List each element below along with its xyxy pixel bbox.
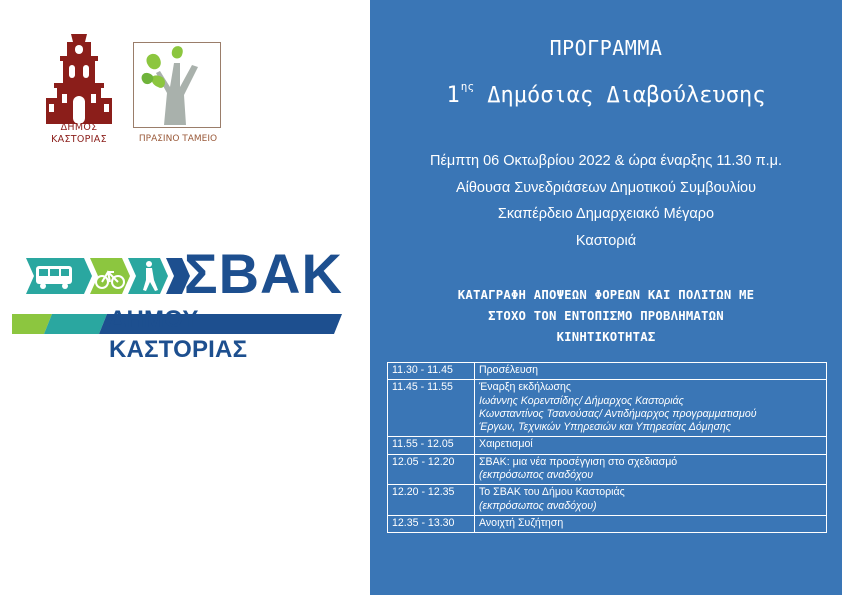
dimos-logo-line2: ΚΑΣΤΟΡΙΑΣ — [51, 134, 107, 145]
event-info — [370, 148, 842, 254]
schedule-time: 11.55 - 12.05 — [388, 437, 475, 454]
prasino-tameio-logo — [133, 42, 223, 147]
dimos-logo-line1: ΔΗΜΟΣ — [60, 122, 98, 133]
table-row — [388, 485, 827, 516]
table-row — [388, 363, 827, 380]
table-row — [388, 380, 827, 437]
subtitle-number: 1 — [446, 83, 460, 108]
event-building-line: Σκαπέρδειο Δημαρχειακό Μέγαρο — [497, 206, 715, 222]
schedule-item — [475, 437, 827, 454]
dimos-kastorias-logo — [38, 32, 120, 147]
program-subtitle — [370, 80, 842, 108]
schedule-table — [387, 362, 827, 533]
schedule-item-title: Το ΣΒΑΚ του Δήμου Καστοριάς — [479, 486, 625, 499]
schedule-item-title: Ανοιχτή Συζήτηση — [479, 516, 564, 529]
schedule-item-note: Έργων, Τεχνικών Υπηρεσιών και Υπηρεσίας Δόμησης — [479, 421, 731, 434]
schedule-item-title: Προσέλευση — [479, 364, 539, 376]
event-date-line: Πέμπτη 06 Οκτωβρίου 2022 & ώρα έναρξης 11.30 π.μ. — [429, 153, 782, 169]
schedule-item — [475, 454, 827, 485]
schedule-time: 12.35 - 13.30 — [388, 515, 475, 532]
table-row — [388, 454, 827, 485]
schedule-time: 11.45 - 11.55 — [388, 380, 475, 437]
subtitle-text: Δημόσιας Διαβούλευσης — [474, 83, 766, 108]
schedule-time: 12.20 - 12.35 — [388, 485, 475, 516]
schedule-time: 11.30 - 11.45 — [388, 363, 475, 380]
schedule-item — [475, 380, 827, 437]
program-heading — [398, 285, 814, 348]
heading-line: ΣΤΟΧΟ ΤΟΝ ΕΝΤΟΠΙΣΜΟ ΠΡΟΒΛΗΜΑΤΩΝ — [488, 309, 724, 323]
schedule-item-note: Κωνσταντίνος Τσανούσας/ Αντιδήμαρχος προγραμματισμού — [479, 407, 757, 420]
schedule-item — [475, 363, 827, 380]
left-panel — [0, 0, 370, 595]
tameio-logo-text: ΠΡΑΣΙΝΟ ΤΑΜΕΙΟ — [138, 134, 218, 144]
sbak-logo-big-text: ΣΒΑΚ — [184, 242, 343, 305]
schedule-time: 12.05 - 12.20 — [388, 454, 475, 485]
program-panel — [370, 0, 842, 595]
schedule-item — [475, 515, 827, 532]
schedule-item-title: ΣΒΑΚ: μια νέα προσέγγιση στο σχεδιασμό — [479, 455, 678, 468]
subtitle-superscript: ης — [460, 80, 475, 93]
table-row — [388, 515, 827, 532]
tameio-logo-frame — [133, 42, 221, 128]
church-tower-icon — [38, 32, 120, 127]
program-title: ΠΡΟΓΡΑΜΜΑ — [549, 36, 663, 60]
sbak-logo-small-text: ΔΗΜΟΥ ΚΑΣΤΟΡΙΑΣ — [109, 306, 248, 363]
table-row — [388, 437, 827, 454]
schedule-item — [475, 485, 827, 516]
event-city-line: Καστοριά — [575, 232, 637, 249]
schedule-item-title: Χαιρετισμοί — [479, 438, 533, 451]
schedule-item-note: (εκπρόσωπος αναδόχου — [479, 469, 594, 482]
event-venue-line: Αίθουσα Συνεδριάσεων Δημοτικού Συμβουλίου — [455, 179, 757, 196]
schedule-item-title: Έναρξη εκδήλωσης — [479, 381, 571, 394]
tree-icon — [134, 43, 220, 127]
schedule-item-note: Ιωάννης Κορεντσίδης/ Δήμαρχος Καστοριάς — [479, 394, 684, 407]
sbak-logo — [12, 242, 343, 363]
schedule-item-note: (εκπρόσωπος αναδόχου) — [479, 499, 597, 512]
heading-line: ΚΑΤΑΓΡΑΦΗ ΑΠΟΨΕΩΝ ΦΟΡΕΩΝ ΚΑΙ ΠΟΛΙΤΩΝ ΜΕ — [457, 288, 755, 302]
heading-line: ΚΙΝΗΤΙΚΟΤΗΤΑΣ — [556, 330, 656, 344]
